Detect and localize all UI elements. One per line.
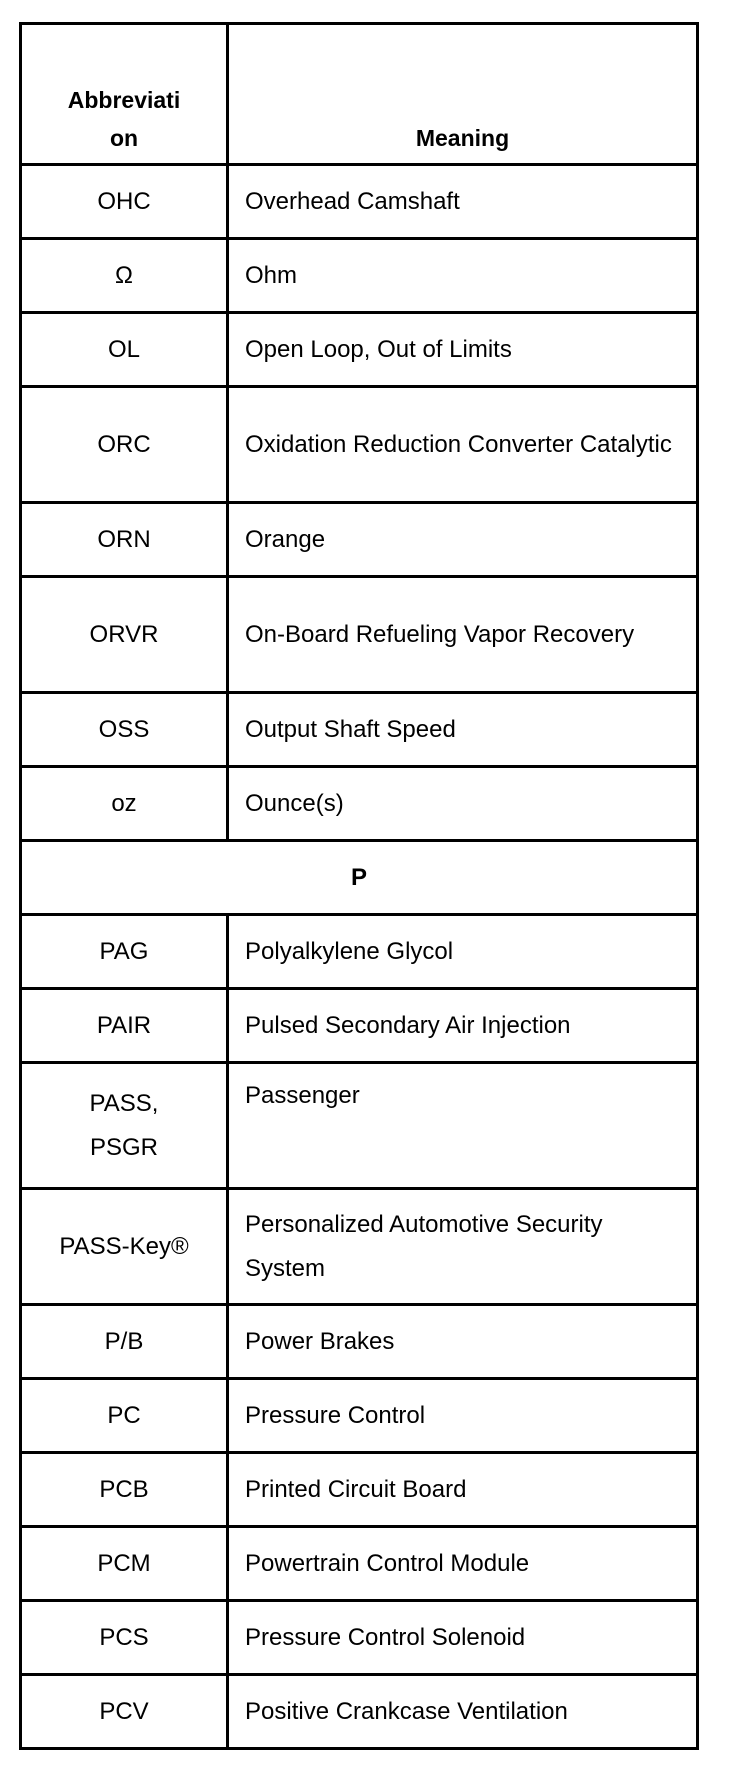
meaning-column-header: Meaning <box>228 24 698 165</box>
table-row <box>21 1527 698 1601</box>
table-row <box>21 1379 698 1453</box>
table-row <box>21 577 698 693</box>
meaning-cell: Personalized Automotive Security System <box>228 1189 698 1305</box>
meaning-cell: Orange <box>228 503 698 577</box>
abbreviation-cell: OL <box>21 313 228 387</box>
abbreviation-cell: PCM <box>21 1527 228 1601</box>
meaning-cell: On-Board Refueling Vapor Recovery <box>228 577 698 693</box>
table-row <box>21 1063 698 1189</box>
abbreviation-cell: ORN <box>21 503 228 577</box>
table-row <box>21 503 698 577</box>
abbreviation-cell: ORVR <box>21 577 228 693</box>
abbreviation-cell: P/B <box>21 1305 228 1379</box>
meaning-cell: Pressure Control Solenoid <box>228 1601 698 1675</box>
abbreviation-cell: PC <box>21 1379 228 1453</box>
table-row <box>21 239 698 313</box>
table-row <box>21 1189 698 1305</box>
table-row <box>21 387 698 503</box>
meaning-cell: Power Brakes <box>228 1305 698 1379</box>
abbreviation-cell: oz <box>21 767 228 841</box>
meaning-cell: Polyalkylene Glycol <box>228 915 698 989</box>
abbreviation-cell: PCV <box>21 1675 228 1749</box>
abbreviation-cell: PASS, PSGR <box>21 1063 228 1189</box>
abbreviation-cell: PCS <box>21 1601 228 1675</box>
abbreviation-cell: OHC <box>21 165 228 239</box>
table-row <box>21 1305 698 1379</box>
meaning-cell: Open Loop, Out of Limits <box>228 313 698 387</box>
meaning-cell: Output Shaft Speed <box>228 693 698 767</box>
section-heading: P <box>21 841 698 915</box>
abbreviation-cell: PCB <box>21 1453 228 1527</box>
abbreviation-cell: OSS <box>21 693 228 767</box>
table-row <box>21 1675 698 1749</box>
section-row <box>21 841 698 915</box>
meaning-cell: Pulsed Secondary Air Injection <box>228 989 698 1063</box>
table-row <box>21 767 698 841</box>
meaning-cell: Passenger <box>228 1063 698 1189</box>
meaning-cell: Ounce(s) <box>228 767 698 841</box>
table-row <box>21 989 698 1063</box>
abbreviation-cell: Ω <box>21 239 228 313</box>
table-row <box>21 313 698 387</box>
meaning-cell: Positive Crankcase Ventilation <box>228 1675 698 1749</box>
table-row <box>21 1601 698 1675</box>
table-row <box>21 693 698 767</box>
meaning-cell: Ohm <box>228 239 698 313</box>
meaning-cell: Powertrain Control Module <box>228 1527 698 1601</box>
meaning-cell: Oxidation Reduction Converter Catalytic <box>228 387 698 503</box>
table-row <box>21 1453 698 1527</box>
abbreviation-column-header: Abbreviati on <box>21 24 228 165</box>
abbreviation-cell: PAG <box>21 915 228 989</box>
meaning-cell: Pressure Control <box>228 1379 698 1453</box>
abbreviation-cell: PASS-Key® <box>21 1189 228 1305</box>
meaning-cell: Overhead Camshaft <box>228 165 698 239</box>
abbreviations-table <box>19 22 699 1750</box>
table-row <box>21 165 698 239</box>
table-header-row <box>21 24 698 165</box>
meaning-cell: Printed Circuit Board <box>228 1453 698 1527</box>
table-row <box>21 915 698 989</box>
abbreviation-cell: PAIR <box>21 989 228 1063</box>
abbreviation-cell: ORC <box>21 387 228 503</box>
